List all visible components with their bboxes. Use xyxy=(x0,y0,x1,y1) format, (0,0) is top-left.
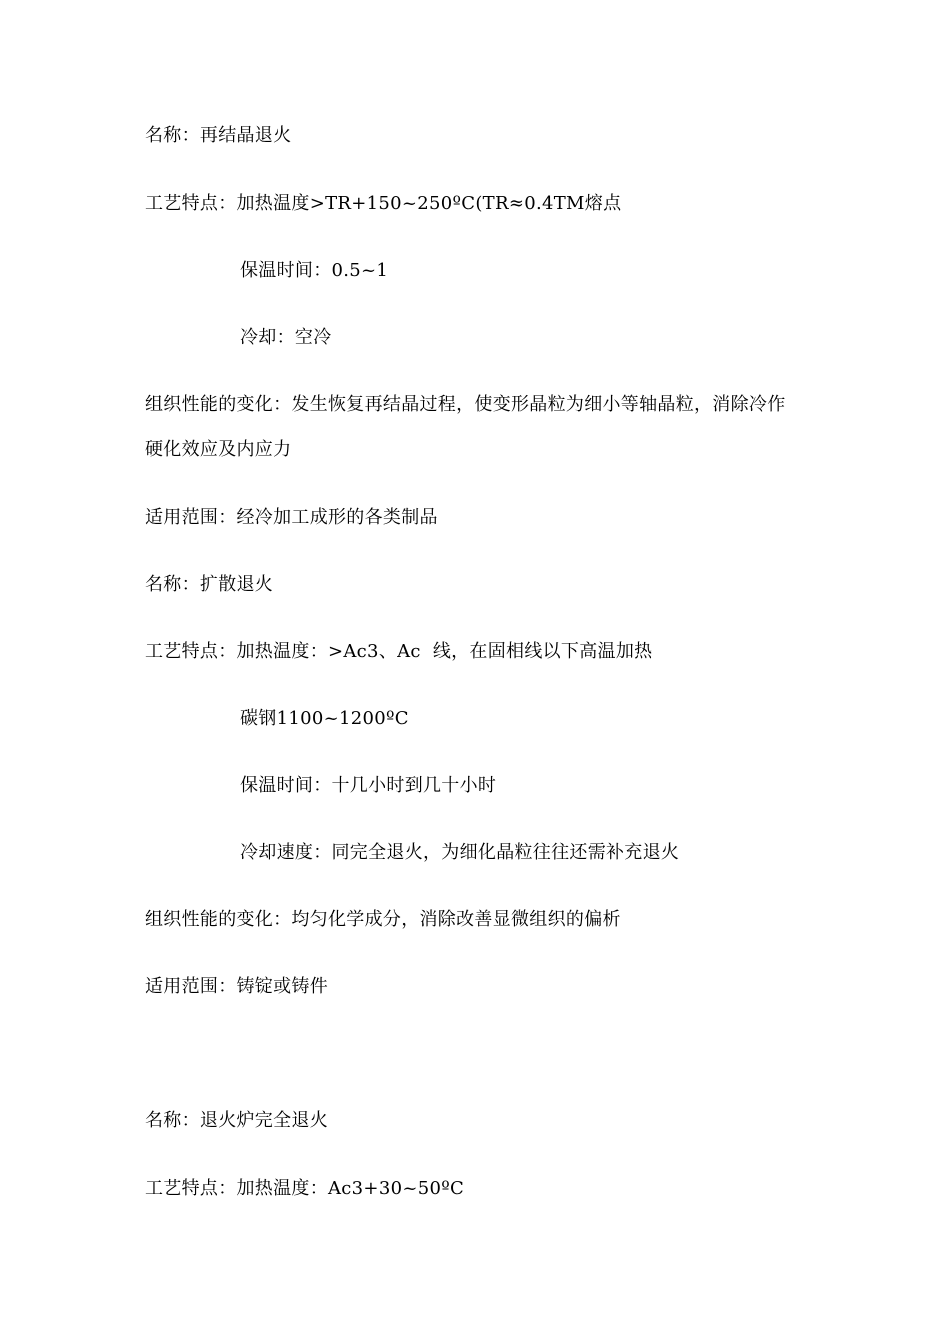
section-1-scope: 适用范围：经冷加工成形的各类制品 xyxy=(145,507,438,528)
section-1-cooling: 冷却：空冷 xyxy=(240,327,332,348)
section-1-name: 名称：再结晶退火 xyxy=(145,125,292,146)
section-1-structure-change: 组织性能的变化：发生恢复再结晶过程，使变形晶粒为细小等轴晶粒，消除冷作 xyxy=(145,394,786,415)
section-2-name: 名称：扩散退火 xyxy=(145,574,274,595)
section-2-carbon-steel: 碳钢1100~1200ºC xyxy=(240,708,409,729)
section-2-cooling-rate: 冷却速度：同完全退火，为细化晶粒往往还需补充退火 xyxy=(240,842,680,863)
section-3-name: 名称：退火炉完全退火 xyxy=(145,1110,328,1131)
section-2-structure-change: 组织性能的变化：均匀化学成分，消除改善显微组织的偏析 xyxy=(145,909,621,930)
section-1-holding-time: 保温时间：0.5~1 xyxy=(240,260,389,281)
section-1-structure-change-cont: 硬化效应及内应力 xyxy=(145,439,292,460)
section-2-holding-time: 保温时间：十几小时到几十小时 xyxy=(240,775,497,796)
section-2-scope: 适用范围：铸锭或铸件 xyxy=(145,976,328,997)
section-2-process-heating: 工艺特点：加热温度：>Ac3、Ac 线，在固相线以下高温加热 xyxy=(145,641,653,662)
section-3-process-heating: 工艺特点：加热温度：Ac3+30~50ºC xyxy=(145,1178,465,1199)
section-1-process-heating: 工艺特点：加热温度>TR+150~250ºC(TR≈0.4TM熔点 xyxy=(145,193,622,214)
